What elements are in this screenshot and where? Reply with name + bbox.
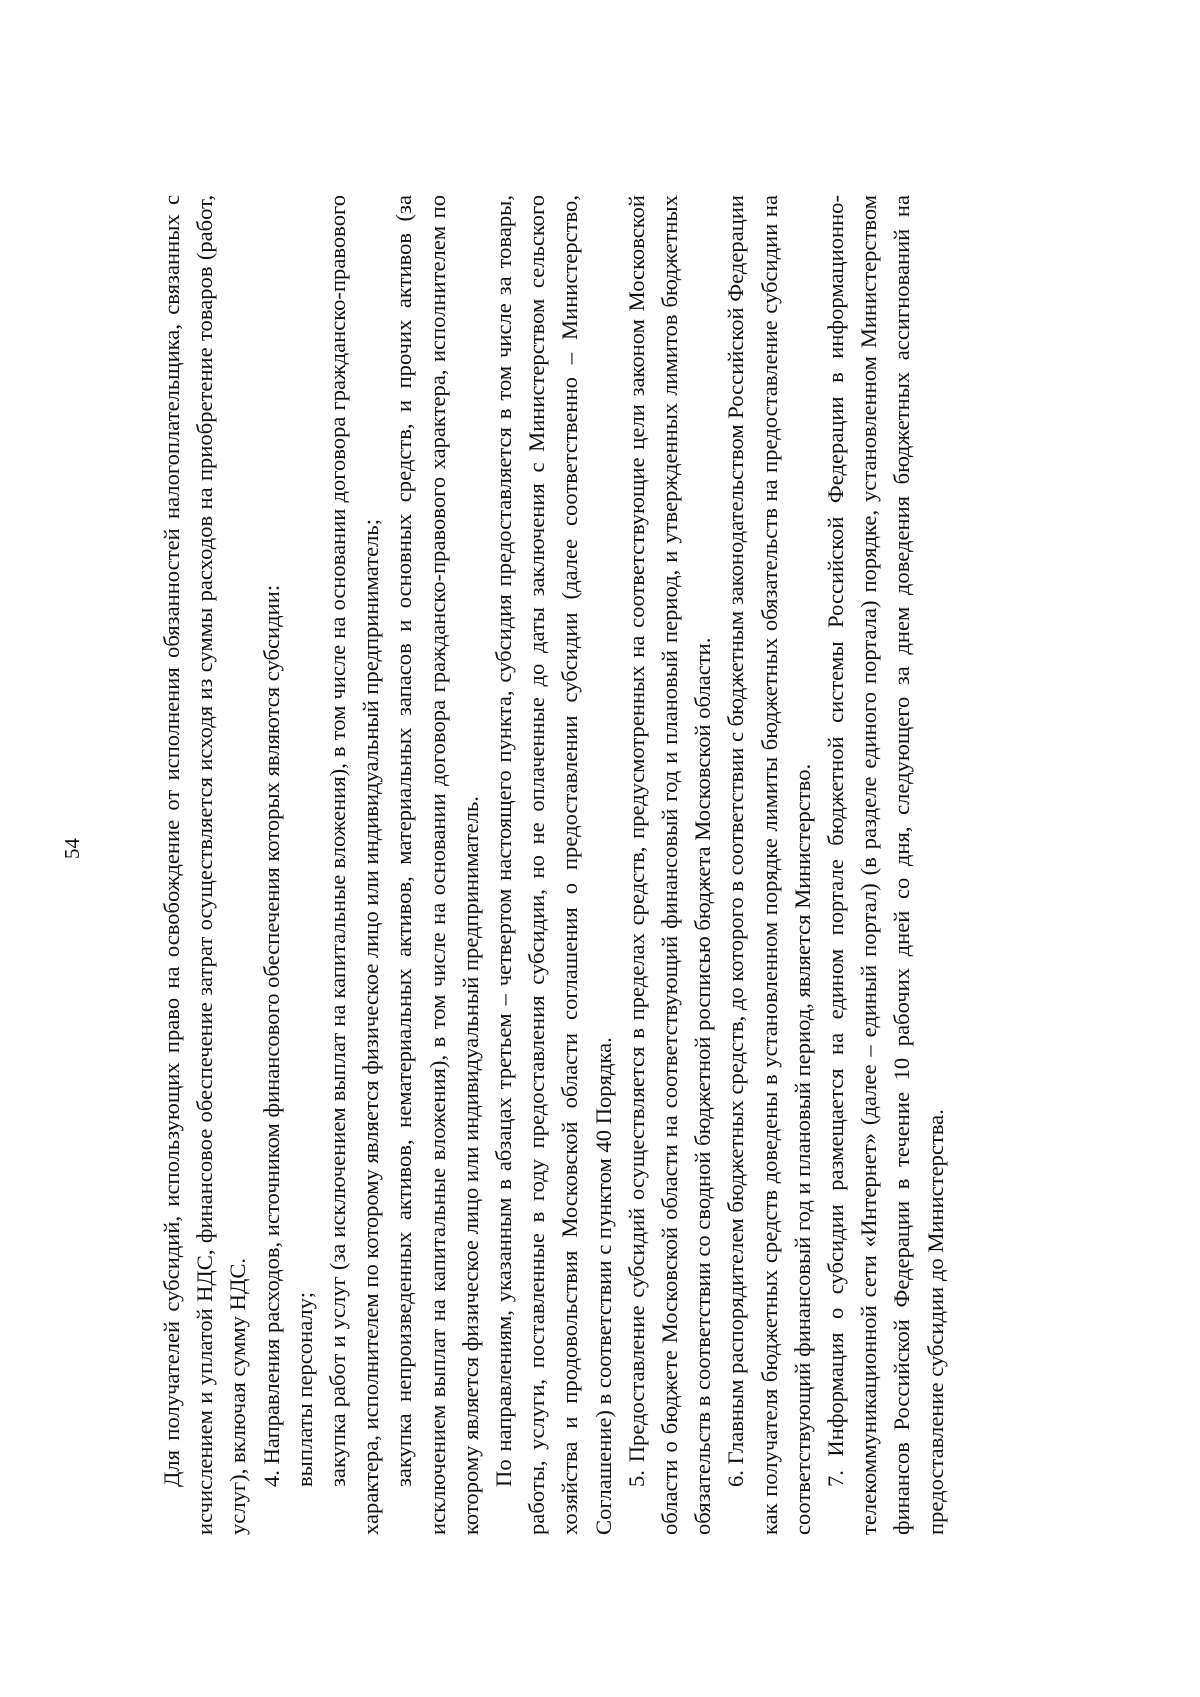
paragraph-staff-payments: выплаты персоналу; — [291, 1292, 317, 1487]
paragraph-unpaid-goods: По направлениям, указанным в абзацах третьем – четвертом настоящего пункта, субсидия предоставляется в том числе за товары, работы, услуги, поставленные в году предоставления субсидии, но не оплаченные до даты заключения с Министерством сельского хозяйства и продовольствия Московской области соглашения о предоставлении субсидии (далее соответственно – Министерство, Соглашение) в соответствии с пунктом 40 Порядка. — [491, 195, 616, 1535]
paragraph-subsidy-provision: 5. Предоставление субсидий осуществляется в пределах средств, предусмотренных на соответствующие цели законом Московской области о бюджете Московской области на соответствующий финансовый год и плановый период, и утвержденных лимитов бюджетных обязательств в соответствии со сводной бюджетной росписью бюджета Московской области. — [623, 195, 716, 1535]
paragraph-main-administrator: 6. Главным распорядителем бюджетных средств, до которого в соответствии с бюджетным законодательством Российской Федерации как получателя бюджетных средств доведены в установленном порядке лимиты бюджетных обязательств на предоставление субсидии на соответствующий финансовый год и плановый период, является Министерство. — [723, 195, 815, 1535]
paragraph-expense-directions: 4. Направления расходов, источником финансового обеспечения которых являются субсидии: — [258, 584, 284, 1487]
paragraph-works-services: закупка работ и услуг (за исключением выплат на капитальные вложения), в том числе на основании договора гражданско-правового характера, исполнителем по которому является физическое лицо или индивидуальный предприниматель; — [325, 195, 384, 1535]
paragraph-assets-purchase: закупка непроизведенных активов, нематериальных активов, материальных запасов и основных средств, и прочих активов (за исключением выплат на капитальные вложения), в том числе на основании договора гражданско-правового характера, исполнителем по которому является физическое лицо или индивидуальный предприниматель. — [391, 195, 483, 1535]
paragraph-vat-exemption: Для получателей субсидий, использующих право на освобождение от исполнения обязанностей налогоплательщика, связанных с исчислением и уплатой НДС, финансовое обеспечение затрат осуществляется исходя из суммы расходов на приобретение товаров (работ, услуг), включая сумму НДС. — [159, 195, 251, 1535]
page-number: 54 — [60, 838, 84, 859]
document-body — [155, 195, 952, 1535]
paragraph-portal-information: 7. Информация о субсидии размещается на едином портале бюджетной системы Российской Федерации в информационно-телекоммуникационной сети «Интернет» (далее – единый портал) (в разделе единого портала) порядке, установленном Министерством финансов Российской Федерации в течение 10 рабочих дней со дня, следующего за днем доведения бюджетных ассигнований на предоставление субсидии до Министерства. — [823, 195, 948, 1535]
